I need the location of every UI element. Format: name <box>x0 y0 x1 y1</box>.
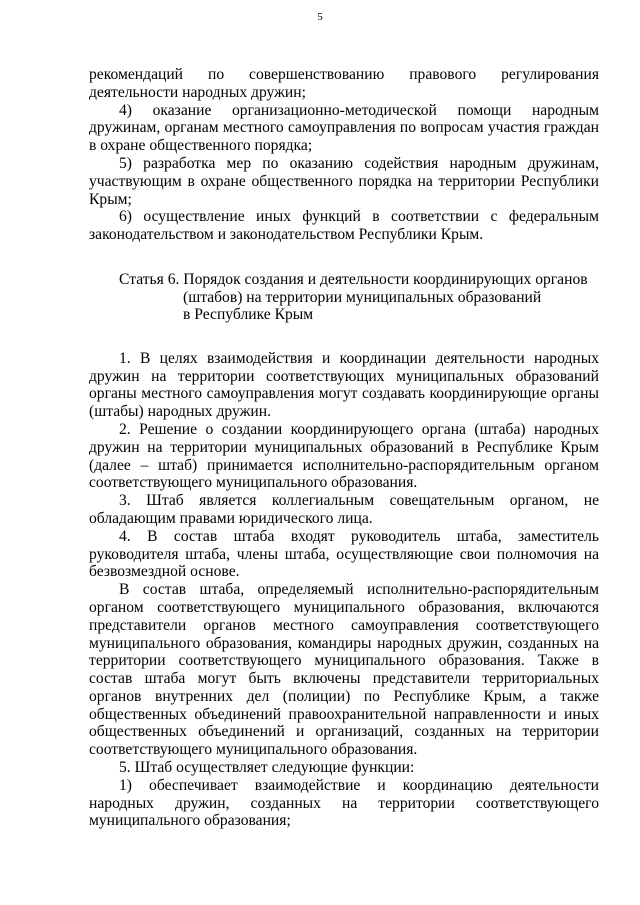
paragraph-item-4: 4) оказание организационно-методической помощи народным дружинам, органам местного самоуправления по вопросам участия граждан в охране общественного порядка; <box>89 101 599 155</box>
clause-2: 2. Решение о создании координирующего органа (штаба) народных дружин на территории муниципальных образований в Республике Крым (далее – штаб) принимается исполнительно-распорядительным органом соответствующего муниципального образования. <box>89 420 599 492</box>
paragraph-continuation: рекомендаций по совершенствованию правового регулирования деятельности народных дружин; <box>89 66 599 101</box>
article-title-line-1: Статья 6. Порядок создания и деятельности координирующих органов <box>119 270 588 288</box>
clause-5-item-1: 1) обеспечивает взаимодействие и координацию деятельности народных дружин, созданных на территории соответствующего муниципального образования; <box>89 776 599 830</box>
document-body <box>89 66 599 830</box>
page-number: 5 <box>317 11 323 23</box>
clause-3: 3. Штаб является коллегиальным совещательным органом, не обладающим правами юридического лица. <box>89 492 599 527</box>
paragraph-item-6: 6) осуществление иных функций в соответствии с федеральным законодательством и законодательством Республики Крым. <box>89 208 599 244</box>
article-title-line-3: в Республике Крым <box>183 306 314 324</box>
paragraph-item-5: 5) разработка мер по оказанию содействия народным дружинам, участвующим в охране общественного порядка на территории Республики Крым; <box>89 154 599 208</box>
clause-4: 4. В состав штаба входят руководитель штаба, заместитель руководителя штаба, члены штаба, осуществляющие свои полномочия на безвозмездной основе. <box>89 527 599 581</box>
clause-5: 5. Штаб осуществляет следующие функции: <box>119 759 415 777</box>
clause-1: 1. В целях взаимодействия и координации деятельности народных дружин на территории соответствующих муниципальных образований органы местного самоуправления могут создавать координирующие органы (штабы) народных дружин. <box>89 349 599 421</box>
article-title-line-2: (штабов) на территории муниципальных образований <box>183 288 542 306</box>
clause-4-composition: В состав штаба, определяемый исполнительно-распорядительным органом соответствующего муниципального образования, включаются представители органов местного самоуправления соответствующего муниципального образования, командиры народных дружин, созданных на территории соответствующего муниципального образования. Также в состав штаба могут быть включены представители территориальных органов внутренних дел (полиции) по Республике Крым, а также общественных объединений правоохранительной направленности и иных общественных объединений и организаций, созданных на территории соответствующего муниципального образования. <box>89 581 599 759</box>
article-heading <box>89 271 599 324</box>
